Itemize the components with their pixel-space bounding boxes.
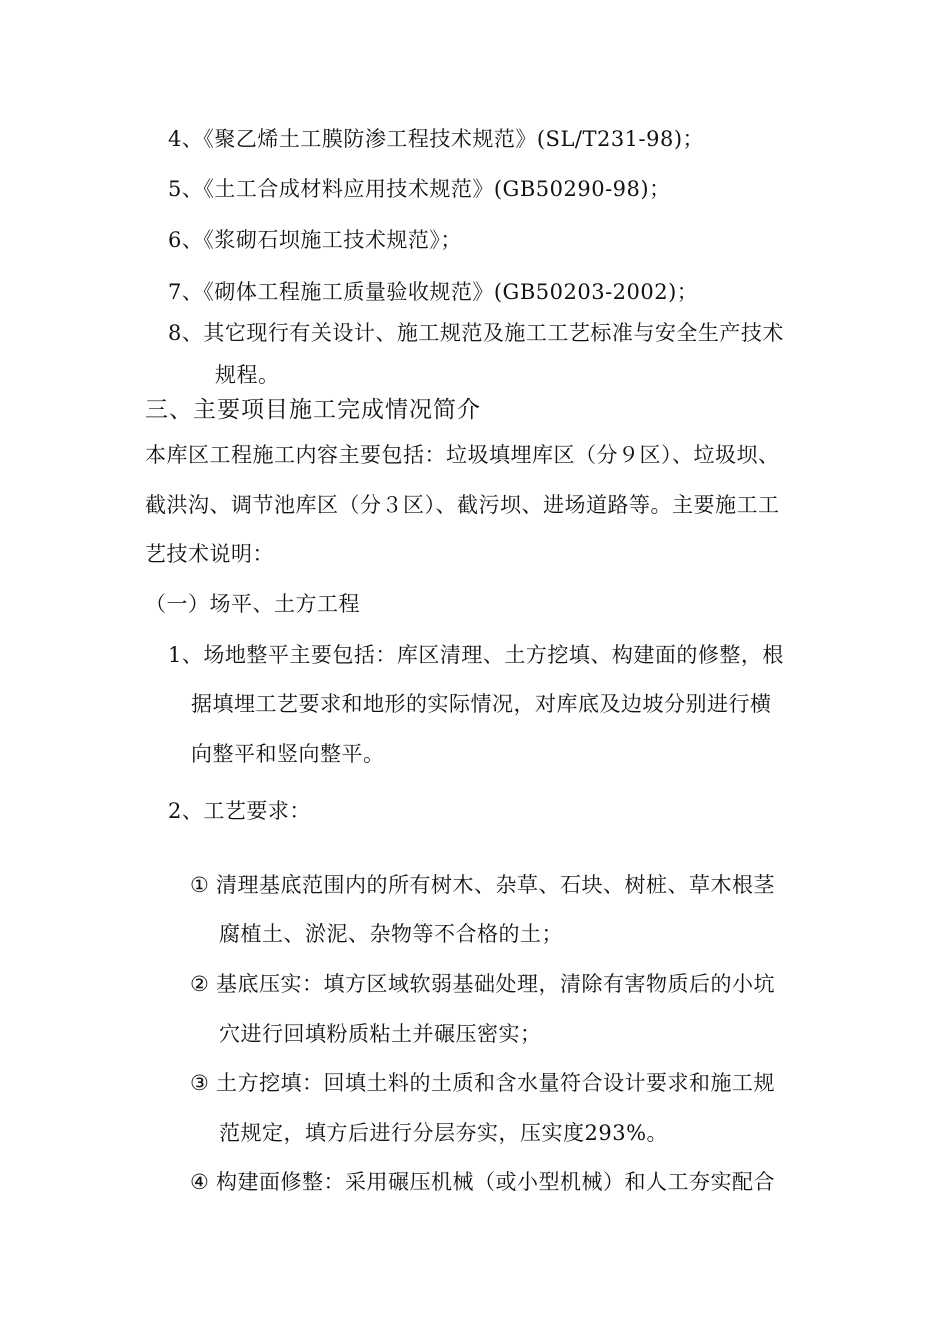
reference-item-8: 8、其它现行有关设计、施工规范及施工工艺标准与安全生产技术 — [168, 321, 784, 345]
requirement-2-marker: ② — [190, 972, 210, 996]
section-heading: 三、主要项目施工完成情况简介 — [145, 397, 481, 423]
requirement-1-marker: ① — [190, 873, 210, 897]
item-1-line-2: 据填埋工艺要求和地形的实际情况，对库底及边坡分别进行横 — [191, 692, 772, 716]
intro-line-2: 截洪沟、调节池库区（分３区）、截污坝、进场道路等。主要施工工 — [145, 493, 780, 517]
item-2-heading: 2、工艺要求： — [168, 799, 311, 823]
item-1-line-1: 1、场地整平主要包括：库区清理、土方挖填、构建面的修整，根 — [168, 643, 784, 667]
requirement-4-text: 构建面修整：采用碾压机械（或小型机械）和人工夯实配合 — [216, 1170, 775, 1194]
requirement-3-line-2: 范规定，填方后进行分层夯实，压实度293%。 — [219, 1121, 669, 1145]
intro-line-1: 本库区工程施工内容主要包括：垃圾填埋库区（分９区）、垃圾坝、 — [145, 443, 780, 467]
requirement-1-text: 清理基底范围内的所有树木、杂草、石块、树桩、草木根茎 — [216, 873, 775, 897]
intro-line-3: 艺技术说明： — [145, 542, 274, 566]
subsection-heading: （一）场平、土方工程 — [145, 592, 360, 616]
requirement-1-line-1 — [190, 871, 775, 899]
reference-item-8-continued: 规程。 — [215, 363, 280, 387]
item-1-line-3: 向整平和竖向整平。 — [191, 742, 385, 766]
requirement-4-marker: ④ — [190, 1170, 210, 1194]
reference-item-5: 5、《土工合成材料应用技术规范》(GB50290-98)； — [168, 177, 671, 201]
requirement-4-line-1 — [190, 1168, 775, 1196]
requirement-1-line-2: 腐植土、淤泥、杂物等不合格的土； — [219, 922, 563, 946]
requirement-3-text: 土方挖填：回填土料的土质和含水量符合设计要求和施工规 — [216, 1071, 775, 1095]
reference-item-7: 7、《砌体工程施工质量验收规范》(GB50203-2002)； — [168, 280, 699, 304]
requirement-2-line-2: 穴进行回填粉质粘土并碾压密实； — [219, 1022, 542, 1046]
requirement-2-text: 基底压实：填方区域软弱基础处理，清除有害物质后的小坑 — [216, 972, 775, 996]
reference-item-4: 4、《聚乙烯土工膜防渗工程技术规范》(SL/T231-98)； — [168, 127, 705, 151]
requirement-2-line-1 — [190, 970, 775, 998]
requirement-3-line-1 — [190, 1069, 775, 1097]
reference-item-6: 6、《浆砌石坝施工技术规范》； — [168, 228, 462, 252]
requirement-3-marker: ③ — [190, 1071, 210, 1095]
